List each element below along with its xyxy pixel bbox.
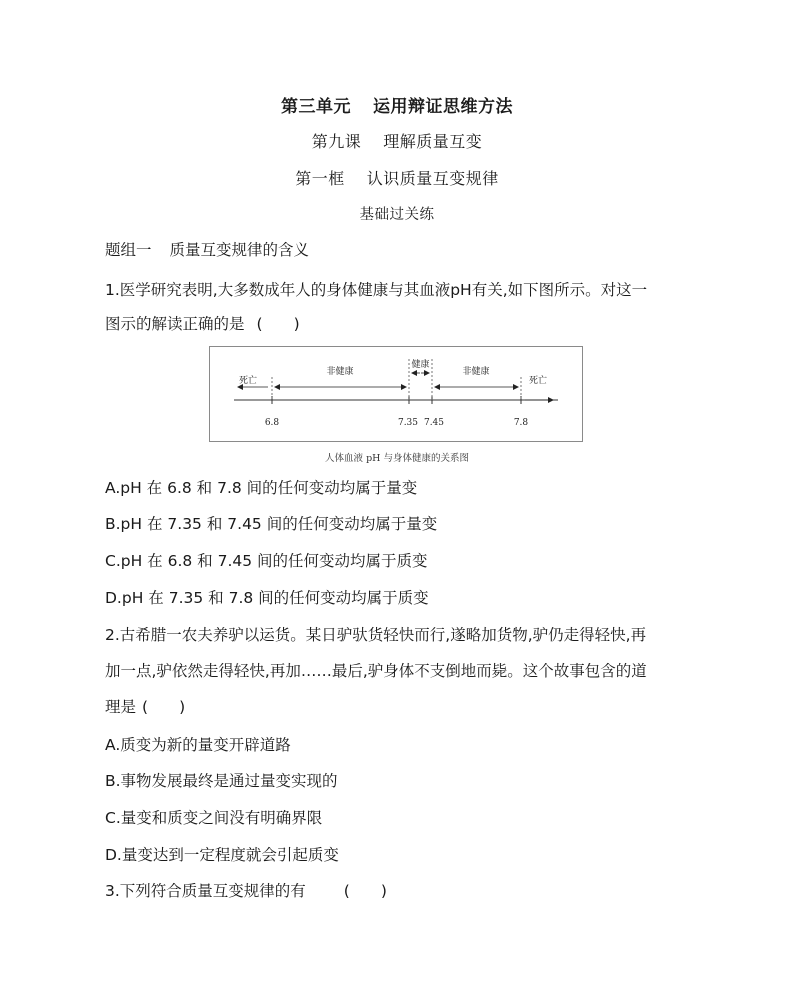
q1-stem-line1: 1.医学研究表明,大多数成年人的身体健康与其血液pH有关,如下图所示。对这一	[105, 281, 648, 299]
lesson-label: 第九课	[311, 132, 362, 151]
tick-label-6-8: 6.8	[264, 418, 280, 428]
q2-stem-line1: 2.古希腊一农夫养驴以运货。某日驴驮货轻快而行,遂略加货物,驴仍走得轻快,再	[105, 626, 647, 644]
q1-option-b[interactable]: B.pH 在 7.35 和 7.45 间的任何变动均属于量变	[105, 515, 438, 533]
ph-health-figure	[209, 346, 583, 442]
ph-health-diagram	[210, 347, 584, 443]
tick-label-7-45: 7.45	[423, 418, 445, 428]
q2-stem-line3	[105, 697, 185, 717]
figure-caption: 人体血液 pH 与身体健康的关系图	[325, 453, 469, 464]
label-healthy: 健康	[411, 360, 430, 370]
frame-label: 第一框	[295, 169, 345, 188]
tick-label-7-35: 7.35	[397, 418, 419, 428]
label-unhealthy-right: 非健康	[462, 367, 490, 377]
q3-answer-paren: ( )	[343, 882, 387, 900]
label-death-right: 死亡	[528, 376, 548, 386]
q3-stem-text: 3.下列符合质量互变规律的有	[105, 882, 306, 900]
q3-stem-line	[105, 881, 387, 901]
unit-label: 第三单元	[281, 97, 351, 117]
group-heading	[105, 240, 309, 260]
lesson-name: 理解质量互变	[383, 132, 483, 151]
frame-title	[0, 166, 794, 189]
q1-stem-line2	[105, 314, 300, 334]
q1-option-d[interactable]: D.pH 在 7.35 和 7.8 间的任何变动均属于质变	[105, 589, 429, 607]
tick-label-7-8: 7.8	[513, 418, 529, 428]
q2-option-a[interactable]: A.质变为新的量变开辟道路	[105, 736, 291, 754]
group-title: 质量互变规律的含义	[169, 241, 310, 259]
unit-name: 运用辩证思维方法	[373, 97, 513, 117]
label-death-left: 死亡	[238, 376, 258, 386]
q1-option-c[interactable]: C.pH 在 6.8 和 7.45 间的任何变动均属于质变	[105, 552, 428, 570]
label-unhealthy-left: 非健康	[326, 367, 354, 377]
q2-answer-paren: ( )	[142, 698, 186, 716]
q2-option-c[interactable]: C.量变和质变之间没有明确界限	[105, 809, 323, 827]
group-label: 题组一	[105, 241, 152, 259]
q2-option-d[interactable]: D.量变达到一定程度就会引起质变	[105, 846, 339, 864]
q2-stem-line2: 加一点,驴依然走得轻快,再加……最后,驴身体不支倒地而毙。这个故事包含的道	[105, 662, 647, 680]
q1-answer-paren: ( )	[256, 315, 300, 333]
q1-stem-text: 图示的解读正确的是	[105, 315, 245, 333]
frame-name: 认识质量互变规律	[366, 169, 499, 188]
q2-stem-text: 理是	[105, 698, 137, 716]
q2-option-b[interactable]: B.事物发展最终是通过量变实现的	[105, 772, 338, 790]
unit-title	[0, 92, 794, 117]
exercise-title: 基础过关练	[359, 207, 435, 223]
q1-option-a[interactable]: A.pH 在 6.8 和 7.8 间的任何变动均属于量变	[105, 479, 418, 497]
lesson-title	[0, 129, 794, 152]
